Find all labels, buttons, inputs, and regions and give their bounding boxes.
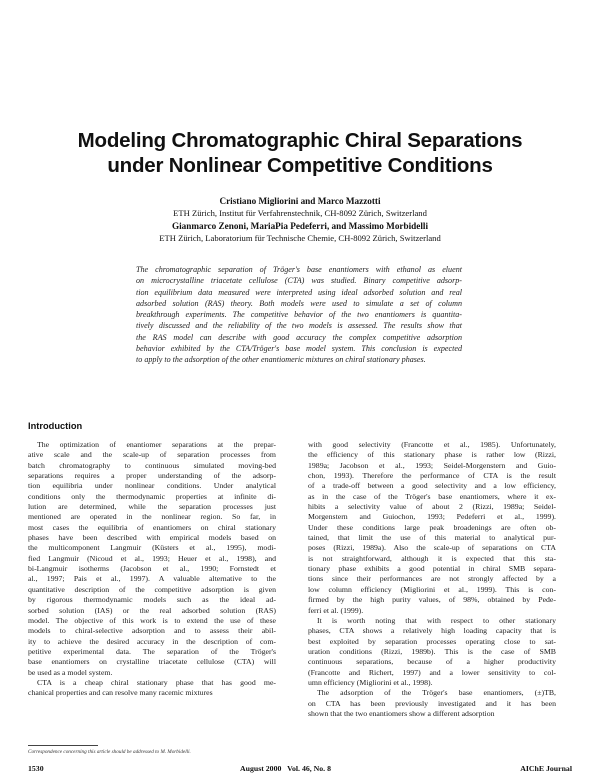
body-text-line: as in the case of the Tröger's base enantiomers, where it ex- [308,491,556,501]
body-text-line: separations requires a proper understanding of the adsorp- [28,471,276,481]
body-text-line: The adsorption of the Tröger's base enantiomers, (±)TB, [317,688,556,698]
body-text-line: CTA is a cheap chiral stationary phase that has good me- [37,677,276,687]
body-text-line: chon, 1993). Therefore the performance of CTA is the result [308,471,556,481]
author-block [40,196,560,246]
affiliation-1: ETH Zürich, Institut für Verfahrenstechnik, CH-8092 Zürich, Switzerland [173,207,427,218]
body-text-line: most cases the equilibria of enantiomers on chiral stationary [28,522,276,532]
body-text-line: by rigorous thermodynamic models such as the ideal ad- [28,595,276,605]
title-line-1: Modeling Chromatographic Chiral Separations [77,129,523,152]
abstract-line: breakthrough experiments. The competitive behavior of the two enantiomers is quantita- [136,310,462,320]
body-text-line: poses (Rizzi, 1989a). Also the scale-up of separations on CTA [308,543,556,553]
body-text-line: best exploited by separation processes operating close to sat- [308,636,556,646]
body-text-line: batch chromatography to continuous simulated moving-bed [28,460,276,470]
body-text-line: the efficiency of this stationary phase is rather low (Rizzi, [308,450,556,460]
body-text-line: Morgenstern and Guiochon, 1993; Pedeferri et al., 1999). [308,512,556,522]
author-names-1: Cristiano Migliorini and Marco Mazzotti [219,196,381,206]
body-text-line: phases, CTA shows a relatively high loading capacity that is [308,626,556,636]
body-text-line: base enantiomers on crystalline triacetate cellulose (CTA) will [28,657,276,667]
body-text-line: phases have been described with empirical models based on [28,533,276,543]
abstract [136,264,462,366]
left-column [28,440,276,699]
paper-title [40,128,560,178]
body-text-line: continuous separations, because of a higher productivity [308,657,556,667]
page-number: 1530 [28,764,44,773]
abstract-line: to apply to the adsorption of the other enantiomeric mixtures on chiral stationary phases. [136,355,426,365]
abstract-line: The chromatographic separation of Tröger's base enantiomers with ethanol as eluent [136,265,462,274]
body-text-line: models to chiral-selective adsorption and to assess their abil- [28,626,276,636]
body-text-line: the multicomponent Langmuir (Küsters et al., 1995), modi- [28,543,276,553]
body-text-line: with good selectivity (Francotte et al., 1985). Unfortunately, [308,440,556,449]
body-text-line: (Francotte and Richert, 1997) and a lower sensitivity to col- [308,667,556,677]
body-text-line: lution are determined, while the separation processes just [28,502,276,512]
body-text-line: ative scale and the scale-up of separation processes from [28,450,276,460]
body-text-line: on CTA has been previously investigated and it has been [308,698,556,708]
body-text-line: The optimization of enantiomer separations at the prepar- [37,440,276,449]
body-text-line: sorbed solution (IAS) or the real adsorbed solution (RAS) [28,605,276,615]
body-text-line: quantitative description of the competitive adsorption is given [28,584,276,594]
body-text-line: chanical properties and can resolve many racemic mixtures [28,688,213,698]
body-text-line: 1989a; Jacobson et al., 1993; Seidel-Morgenstern and Guio- [308,460,556,470]
body-text-line: fied Langmuir (Nicoud et al., 1993; Heuer et al., 1998), and [28,553,276,563]
body-text-line: mentioned are operated in the nonlinear region. So far, in [28,512,276,522]
body-text-line: al., 1997; Pais et al., 1997). A valuable alternative to the [28,574,276,584]
title-line-2: under Nonlinear Competitive Conditions [107,154,493,177]
body-text-line: tained, that limit the use of this material to analytical pur- [308,533,556,543]
footnote: Correspondence concerning this article should be addressed to M. Morbidelli. [28,749,191,755]
abstract-line: tively discussed and the reliability of the two models is assessed. The results show that [136,321,462,331]
body-text-line: tionary phase exhibits a good potential in chiral SMB separa- [308,564,556,574]
abstract-line: tion equilibrium data measured were interpreted using ideal adsorbed solution and real [136,287,462,297]
body-text-line: of a trade-off between a good selectivity and a low efficiency, [308,481,556,491]
body-text-line: petitive experimental data. The separation of the Tröger's [28,646,276,656]
abstract-line: behavior exhibited by the CTA/Tröger's base model system. This conclusion is expected [136,344,462,354]
body-text-line: ferri et al. (1999). [308,605,364,615]
body-text-line: tion equilibria under nonlinear conditions. Under analytical [28,481,276,491]
body-text-line: ity to achieve the desired accuracy in the description of com- [28,636,276,646]
section-heading: Introduction [28,421,83,431]
body-text-line: shown that the two enantiomers show a different adsorption [308,708,495,718]
body-text-line: umn efficiency (Migliorini et al., 1998). [308,677,433,687]
body-text-line: conditions only the thermodynamic properties at infinite di- [28,491,276,501]
affiliation-2: ETH Zürich, Laboratorium für Technische Chemie, CH-8092 Zürich, Switzerland [159,232,441,243]
body-text-line: bi-Langmuir isotherms (Jacobson et al., 1990; Fornstedt et [28,564,276,574]
right-column [308,440,556,719]
body-text-line: be used as a model system. [28,667,113,677]
body-text-line: is not straightforward, although it is expected that this sta- [308,553,556,563]
footnote-rule [28,745,98,746]
abstract-line: the RAS model can describe with good accuracy the complex competitive adsorption [136,332,462,342]
body-text-line: tions since their performances are not strongly affected by a [308,574,556,584]
body-text-line: hibits a selectivity value of about 2 (Rizzi, 1989a; Seidel- [308,502,556,512]
journal-name: AIChE Journal [520,764,572,773]
body-text-line: It is worth noting that with respect to other stationary [317,615,556,625]
author-names-2: Gianmarco Zenoni, MariaPia Pedeferri, and Massimo Morbidelli [171,221,429,231]
abstract-line: on microcrystalline triacetate cellulose (CTA) was studied. Binary competitive adsorp- [136,276,462,286]
body-text-line: Under these conditions large peak broadenings are often ob- [308,522,556,532]
body-text-line: low column efficiency (Migliorini et al., 1999). This is con- [308,584,556,594]
issue-info: August 2000 Vol. 46, No. 8 [240,764,331,773]
abstract-line: adsorbed solution (RAS) theory. Both models were used to simulate a set of column [136,298,462,308]
body-text-line: firmed by the high purity values, of 98%, obtained by Pede- [308,595,556,605]
body-text-line: uration conditions (Rizzi, 1989b). This is the case of SMB [308,646,556,656]
body-text-line: model. The objective of this work is to extend the use of these [28,615,276,625]
